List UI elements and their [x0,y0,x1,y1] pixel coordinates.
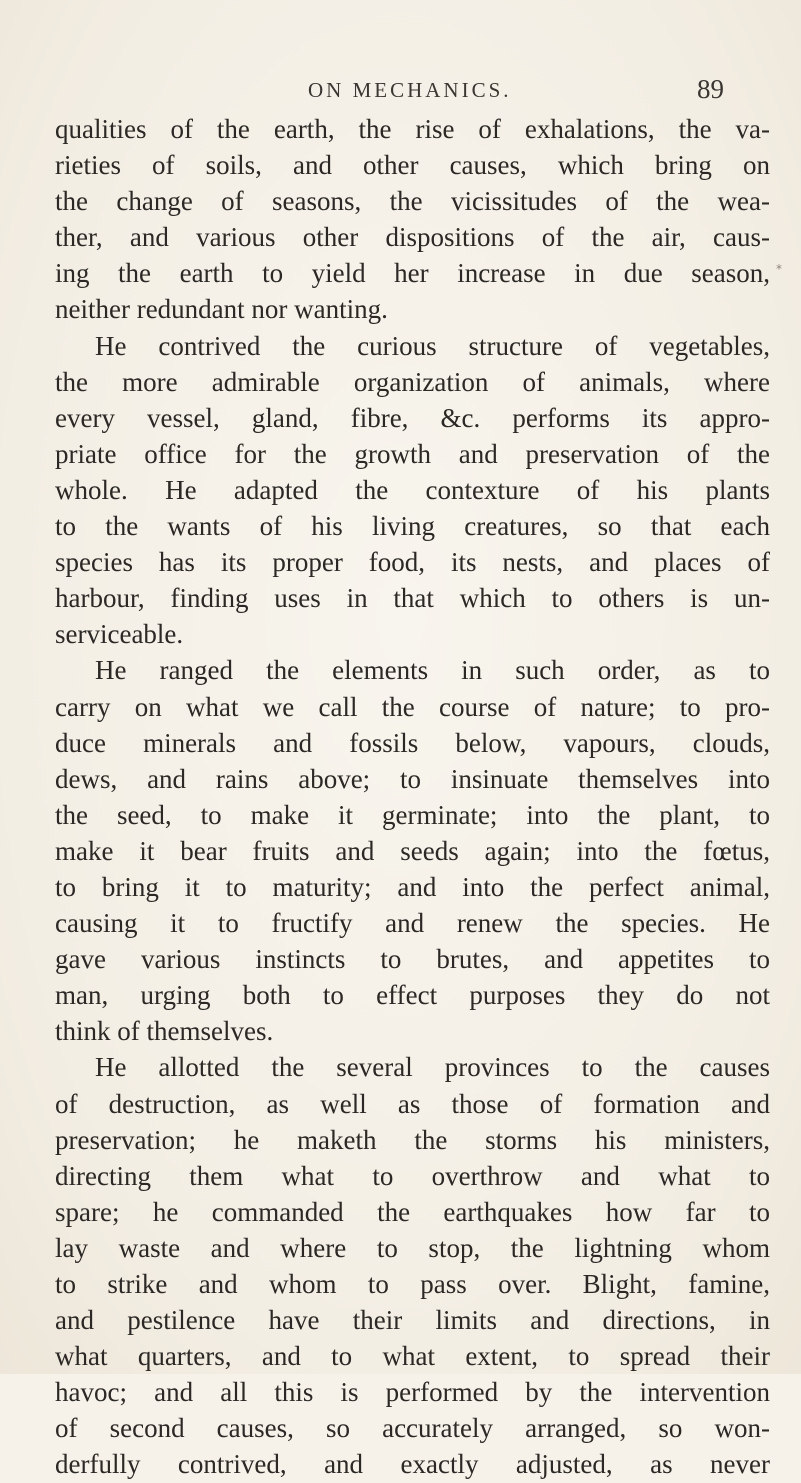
text-line: dews, and rains above; to insinuate themselves into [55,763,770,794]
running-head: ON MECHANICS. [308,78,512,102]
text-line: He ranged the elements in such order, as to [95,655,770,686]
text-line: priate office for the growth and preservation of the [55,438,770,469]
text-line: make it bear fruits and seeds again; into the fœtus, [55,835,770,866]
text-line: harbour, finding uses in that which to others is un- [55,583,770,614]
text-line: the seed, to make it germinate; into the plant, to [55,799,770,830]
text-line: carry on what we call the course of nature; to pro- [55,691,770,722]
text-line: causing it to fructify and renew the species. He [55,908,770,939]
text-line: to strike and whom to pass over. Blight, famine, [55,1269,770,1299]
text-line: He contrived the curious structure of vegetables, [95,330,770,361]
text-line: neither redundant nor wanting. [55,294,388,325]
text-line: and pestilence have their limits and directions, in [55,1305,770,1336]
text-line: the change of seasons, the vicissitudes of the wea- [55,186,770,217]
text-line: qualities of the earth, the rise of exhalations, the va- [55,114,770,144]
text-line: what quarters, and to what extent, to spread their [55,1341,770,1372]
text-line: ther, and various other dispositions of the air, caus- [55,222,770,253]
text-line: directing them what to overthrow and what to [55,1160,770,1191]
text-line: the more admirable organization of animals, where [55,366,770,397]
body-text [55,111,770,1483]
margin-mark: * [776,262,782,276]
text-line: duce minerals and fossils below, vapours, clouds, [55,727,770,758]
text-line: derfully contrived, and exactly adjusted, as never [55,1449,770,1480]
text-line: to the wants of his living creatures, so that each [55,511,770,542]
text-line: man, urging both to effect purposes they do not [55,980,770,1011]
text-line: whole. He adapted the contexture of his plants [55,474,770,505]
text-line: gave various instincts to brutes, and appetites to [55,944,770,975]
text-line: of destruction, as well as those of formation and [55,1088,770,1119]
text-line: havoc; and all this is performed by the intervention [55,1377,770,1408]
text-line: species has its proper food, its nests, and places of [55,547,770,578]
text-line: think of themselves. [55,1016,274,1047]
text-line: serviceable. [55,619,184,650]
page-number: 89 [697,74,724,104]
text-line: lay waste and where to stop, the lightning whom [55,1232,770,1263]
text-line: He allotted the several provinces to the causes [95,1052,770,1083]
text-line: of second causes, so accurately arranged, so won- [55,1413,770,1444]
text-line: rieties of soils, and other causes, which bring on [55,150,770,181]
text-line: to bring it to maturity; and into the perfect animal, [55,871,770,902]
text-line: preservation; he maketh the storms his ministers, [55,1124,770,1155]
text-line: spare; he commanded the earthquakes how far to [55,1196,770,1227]
text-line: ing the earth to yield her increase in due season, [55,258,770,289]
text-line: every vessel, gland, fibre, &c. performs its appro- [55,402,770,433]
